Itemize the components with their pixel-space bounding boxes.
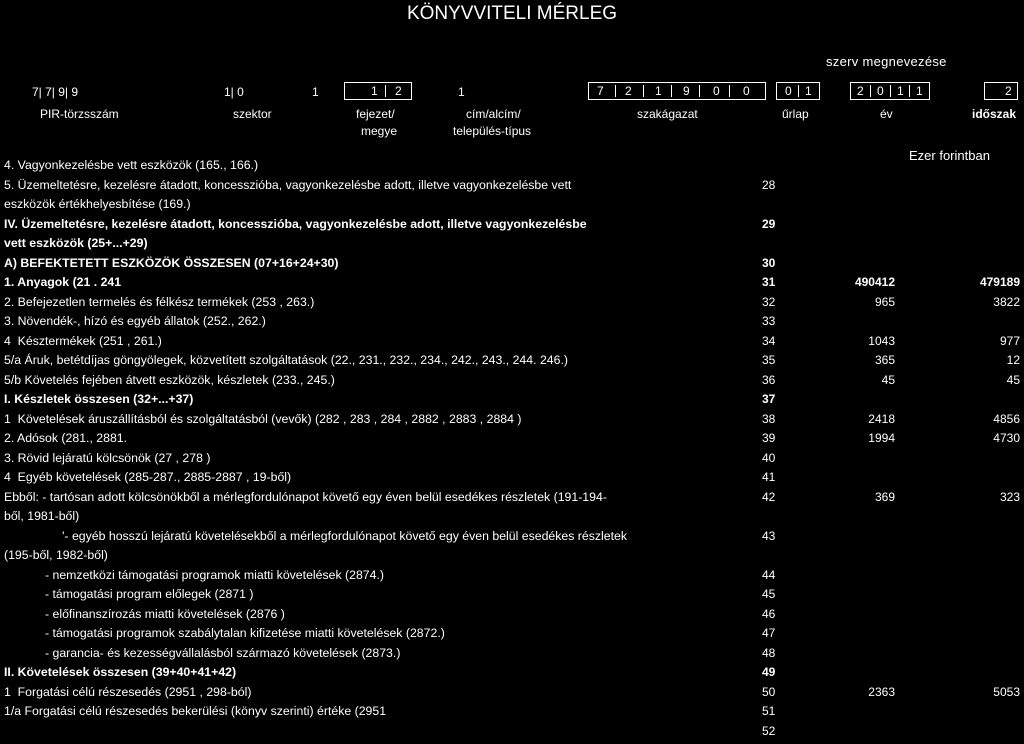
pir-label: PIR-törzsszám xyxy=(40,107,119,121)
table-row xyxy=(0,626,1024,646)
row-number: 30 xyxy=(762,255,776,270)
szakagazat-digit-1: 7 xyxy=(597,84,604,98)
row-value-previous: 1043 xyxy=(868,333,895,348)
table-row xyxy=(0,353,1024,373)
row-label: I. Készletek összesen (32+...+37) xyxy=(4,392,194,406)
ev-digit-3: 1 xyxy=(897,84,904,98)
row-value-previous: 490412 xyxy=(854,275,895,289)
row-value-current: 4856 xyxy=(993,411,1020,426)
row-value-current: 12 xyxy=(1006,353,1020,367)
fejezet-label: fejezet/ xyxy=(356,107,395,121)
row-number: 31 xyxy=(762,275,776,289)
row-value-current: 4730 xyxy=(993,431,1020,445)
row-label: IV. Üzemeltetésre, kezelésre átadott, koncesszióba, vagyonkezelésbe adott, illetve vagyonkezelésbe xyxy=(4,216,587,231)
ev-digit-2: 0 xyxy=(877,84,884,98)
row-number: 49 xyxy=(762,665,776,679)
row-label: 2. Adósok (281., 2881. xyxy=(4,431,128,445)
table-row xyxy=(0,314,1024,334)
table-row xyxy=(0,607,1024,627)
row-number: 44 xyxy=(762,567,776,582)
row-number: 46 xyxy=(762,606,776,621)
idoszak-digit: 2 xyxy=(1005,84,1012,98)
row-number: 50 xyxy=(762,684,776,699)
row-number: 48 xyxy=(762,645,776,660)
table-row xyxy=(0,548,1024,568)
table-row xyxy=(0,685,1024,705)
urlap-code-box xyxy=(776,82,820,100)
table-row xyxy=(0,295,1024,315)
row-label: 2. Befejezetlen termelés és félkész termékek (253 , 263.) xyxy=(4,294,315,309)
row-number: 45 xyxy=(762,587,776,601)
fejezet-prefix-digit: 1 xyxy=(312,85,319,99)
row-label: 3. Rövid lejáratú kölcsönök (27 , 278 ) xyxy=(4,450,211,465)
row-label: - garancia- és kezességvállalásból származó követelések (2873.) xyxy=(4,645,401,660)
szakagazat-label: szakágazat xyxy=(637,107,698,121)
cim-prefix-digit: 1 xyxy=(458,85,465,99)
row-label: '- egyéb hosszú lejáratú követelésekből a mérlegfordulónapot követő egy éven belül esedékes részletek xyxy=(4,528,628,543)
table-row xyxy=(0,470,1024,490)
table-row xyxy=(0,392,1024,412)
row-label: II. Követelések összesen (39+40+41+42) xyxy=(4,665,237,679)
row-number: 28 xyxy=(762,177,776,192)
table-row xyxy=(0,178,1024,198)
fejezet-digit-2: 2 xyxy=(395,84,402,98)
row-number: 38 xyxy=(762,411,776,426)
szakagazat-digit-4: 9 xyxy=(683,84,690,98)
table-row xyxy=(0,646,1024,666)
row-number: 40 xyxy=(762,450,776,465)
table-row xyxy=(0,412,1024,432)
row-label: eszközök értékhelyesbítése (169.) xyxy=(4,197,191,211)
row-number: 51 xyxy=(762,704,776,718)
ev-code-box xyxy=(850,82,930,100)
szakagazat-digit-2: 2 xyxy=(625,84,632,98)
table-row xyxy=(0,490,1024,510)
table-row xyxy=(0,373,1024,393)
row-number: 41 xyxy=(762,470,776,484)
row-label: - támogatási program előlegek (2871 ) xyxy=(4,587,254,601)
table-row xyxy=(0,256,1024,276)
table-row xyxy=(0,275,1024,295)
cim-label: cím/alcím/ xyxy=(466,107,521,121)
row-value-previous: 965 xyxy=(874,294,895,309)
row-label: 1 Követelések áruszállításból és szolgáltatásból (vevők) (282 , 283 , 284 , 2882 , 2883 , 2884 ) xyxy=(4,411,522,426)
row-value-previous: 369 xyxy=(874,489,895,504)
table-row xyxy=(0,665,1024,685)
ev-label: év xyxy=(880,107,893,121)
row-label: A) BEFEKTETETT ESZKÖZÖK ÖSSZESEN (07+16+24+30) xyxy=(4,255,339,270)
row-label: 5. Üzemeltetésre, kezelésre átadott, koncesszióba, vagyonkezelésbe adott, illetve vagyonkezelésbe vett xyxy=(4,177,572,192)
urlap-label: űrlap xyxy=(782,107,809,121)
row-number: 32 xyxy=(762,294,776,309)
row-label: 4. Vagyonkezelésbe vett eszközök (165., 166.) xyxy=(4,158,259,172)
row-value-current: 479189 xyxy=(979,275,1020,289)
table-row xyxy=(0,197,1024,217)
row-value-previous: 365 xyxy=(874,353,895,367)
row-number: 42 xyxy=(762,489,776,504)
row-label: (195-ből, 1982-ből) xyxy=(4,548,108,562)
szakagazat-digit-3: 1 xyxy=(655,84,662,98)
table-row xyxy=(0,509,1024,529)
row-number: 29 xyxy=(762,216,776,231)
fejezet-digit-1: 1 xyxy=(371,84,378,98)
row-value-previous: 1994 xyxy=(868,431,895,445)
row-number: 39 xyxy=(762,431,776,445)
urlap-digit-1: 0 xyxy=(785,84,792,98)
telepules-label: település-típus xyxy=(453,124,532,138)
row-label: 4 Késztermékek (251 , 261.) xyxy=(4,333,162,348)
row-label: - előfinanszírozás miatti követelések (2876 ) xyxy=(4,606,285,621)
row-value-previous: 2363 xyxy=(868,684,895,699)
row-label: 1/a Forgatási célú részesedés bekerülési (könyv szerinti) értéke (2951 xyxy=(4,704,387,718)
row-number: 47 xyxy=(762,626,776,640)
ev-digit-1: 2 xyxy=(857,84,864,98)
table-row xyxy=(0,217,1024,237)
row-label: vett eszközök (25+...+29) xyxy=(4,236,148,250)
row-value-previous: 45 xyxy=(881,372,895,387)
szakagazat-digit-6: 0 xyxy=(743,84,750,98)
row-label: 4 Egyéb követelések (285-287., 2885-2887 , 19-ből) xyxy=(4,470,292,484)
organization-name-label: szerv megnevezése xyxy=(826,54,947,69)
unit-label: Ezer forintban xyxy=(909,148,990,163)
row-label: 5/a Áruk, betétdíjas göngyölegek, közvetített szolgáltatások (22., 231., 232., 234., 242., 243., 244. 246.) xyxy=(4,353,568,367)
idoszak-code-box xyxy=(984,82,1018,100)
idoszak-label: időszak xyxy=(972,107,1017,121)
row-label: Ebből: - tartósan adott kölcsönökből a mérlegfordulónapot követő egy éven belül esedékes részletek (191-194- xyxy=(4,489,607,504)
table-row xyxy=(0,236,1024,256)
szektor-label: szektor xyxy=(233,107,272,121)
szakagazat-digit-5: 0 xyxy=(713,84,720,98)
row-label: 5/b Követelés fejében átvett eszközök, készletek (233., 245.) xyxy=(4,372,335,387)
table-row xyxy=(0,158,1024,178)
row-number: 33 xyxy=(762,314,776,328)
row-label: 1 Forgatási célú részesedés (2951 , 298-ból) xyxy=(4,684,252,699)
table-row xyxy=(0,568,1024,588)
row-number: 37 xyxy=(762,392,776,406)
szakagazat-code-box xyxy=(588,82,766,100)
row-label: ből, 1981-ből) xyxy=(4,509,80,523)
table-row xyxy=(0,451,1024,471)
row-number: 36 xyxy=(762,372,776,387)
pir-code-digits: 7| 7| 9| 9 xyxy=(32,85,79,99)
table-row xyxy=(0,704,1024,724)
row-label: - nemzetközi támogatási programok miatti követelések (2874.) xyxy=(4,567,384,582)
megye-label: megye xyxy=(361,124,398,138)
szektor-code-digits: 1| 0 xyxy=(224,85,244,99)
table-row xyxy=(0,724,1024,744)
row-number: 52 xyxy=(762,723,776,738)
row-value-current: 3822 xyxy=(993,294,1020,309)
table-row xyxy=(0,587,1024,607)
table-row xyxy=(0,334,1024,354)
row-label: 3. Növendék-, hízó és egyéb állatok (252., 262.) xyxy=(4,314,266,328)
row-number: 34 xyxy=(762,333,776,348)
row-value-previous: 2418 xyxy=(868,411,895,426)
row-number: 35 xyxy=(762,353,776,367)
table-row xyxy=(0,529,1024,549)
row-label: 1. Anyagok (21 . 241 xyxy=(4,275,122,289)
fejezet-code-box xyxy=(344,82,412,100)
row-number: 43 xyxy=(762,528,776,543)
row-value-current: 45 xyxy=(1006,372,1020,387)
row-label: - támogatási programok szabálytalan kifizetése miatti követelések (2872.) xyxy=(4,626,445,640)
row-value-current: 323 xyxy=(999,489,1020,504)
table-row xyxy=(0,431,1024,451)
urlap-digit-2: 1 xyxy=(805,84,812,98)
ev-digit-4: 1 xyxy=(916,84,923,98)
row-value-current: 5053 xyxy=(993,684,1020,699)
page-title: KÖNYVVITELI MÉRLEG xyxy=(406,3,618,24)
row-value-current: 977 xyxy=(999,333,1020,348)
